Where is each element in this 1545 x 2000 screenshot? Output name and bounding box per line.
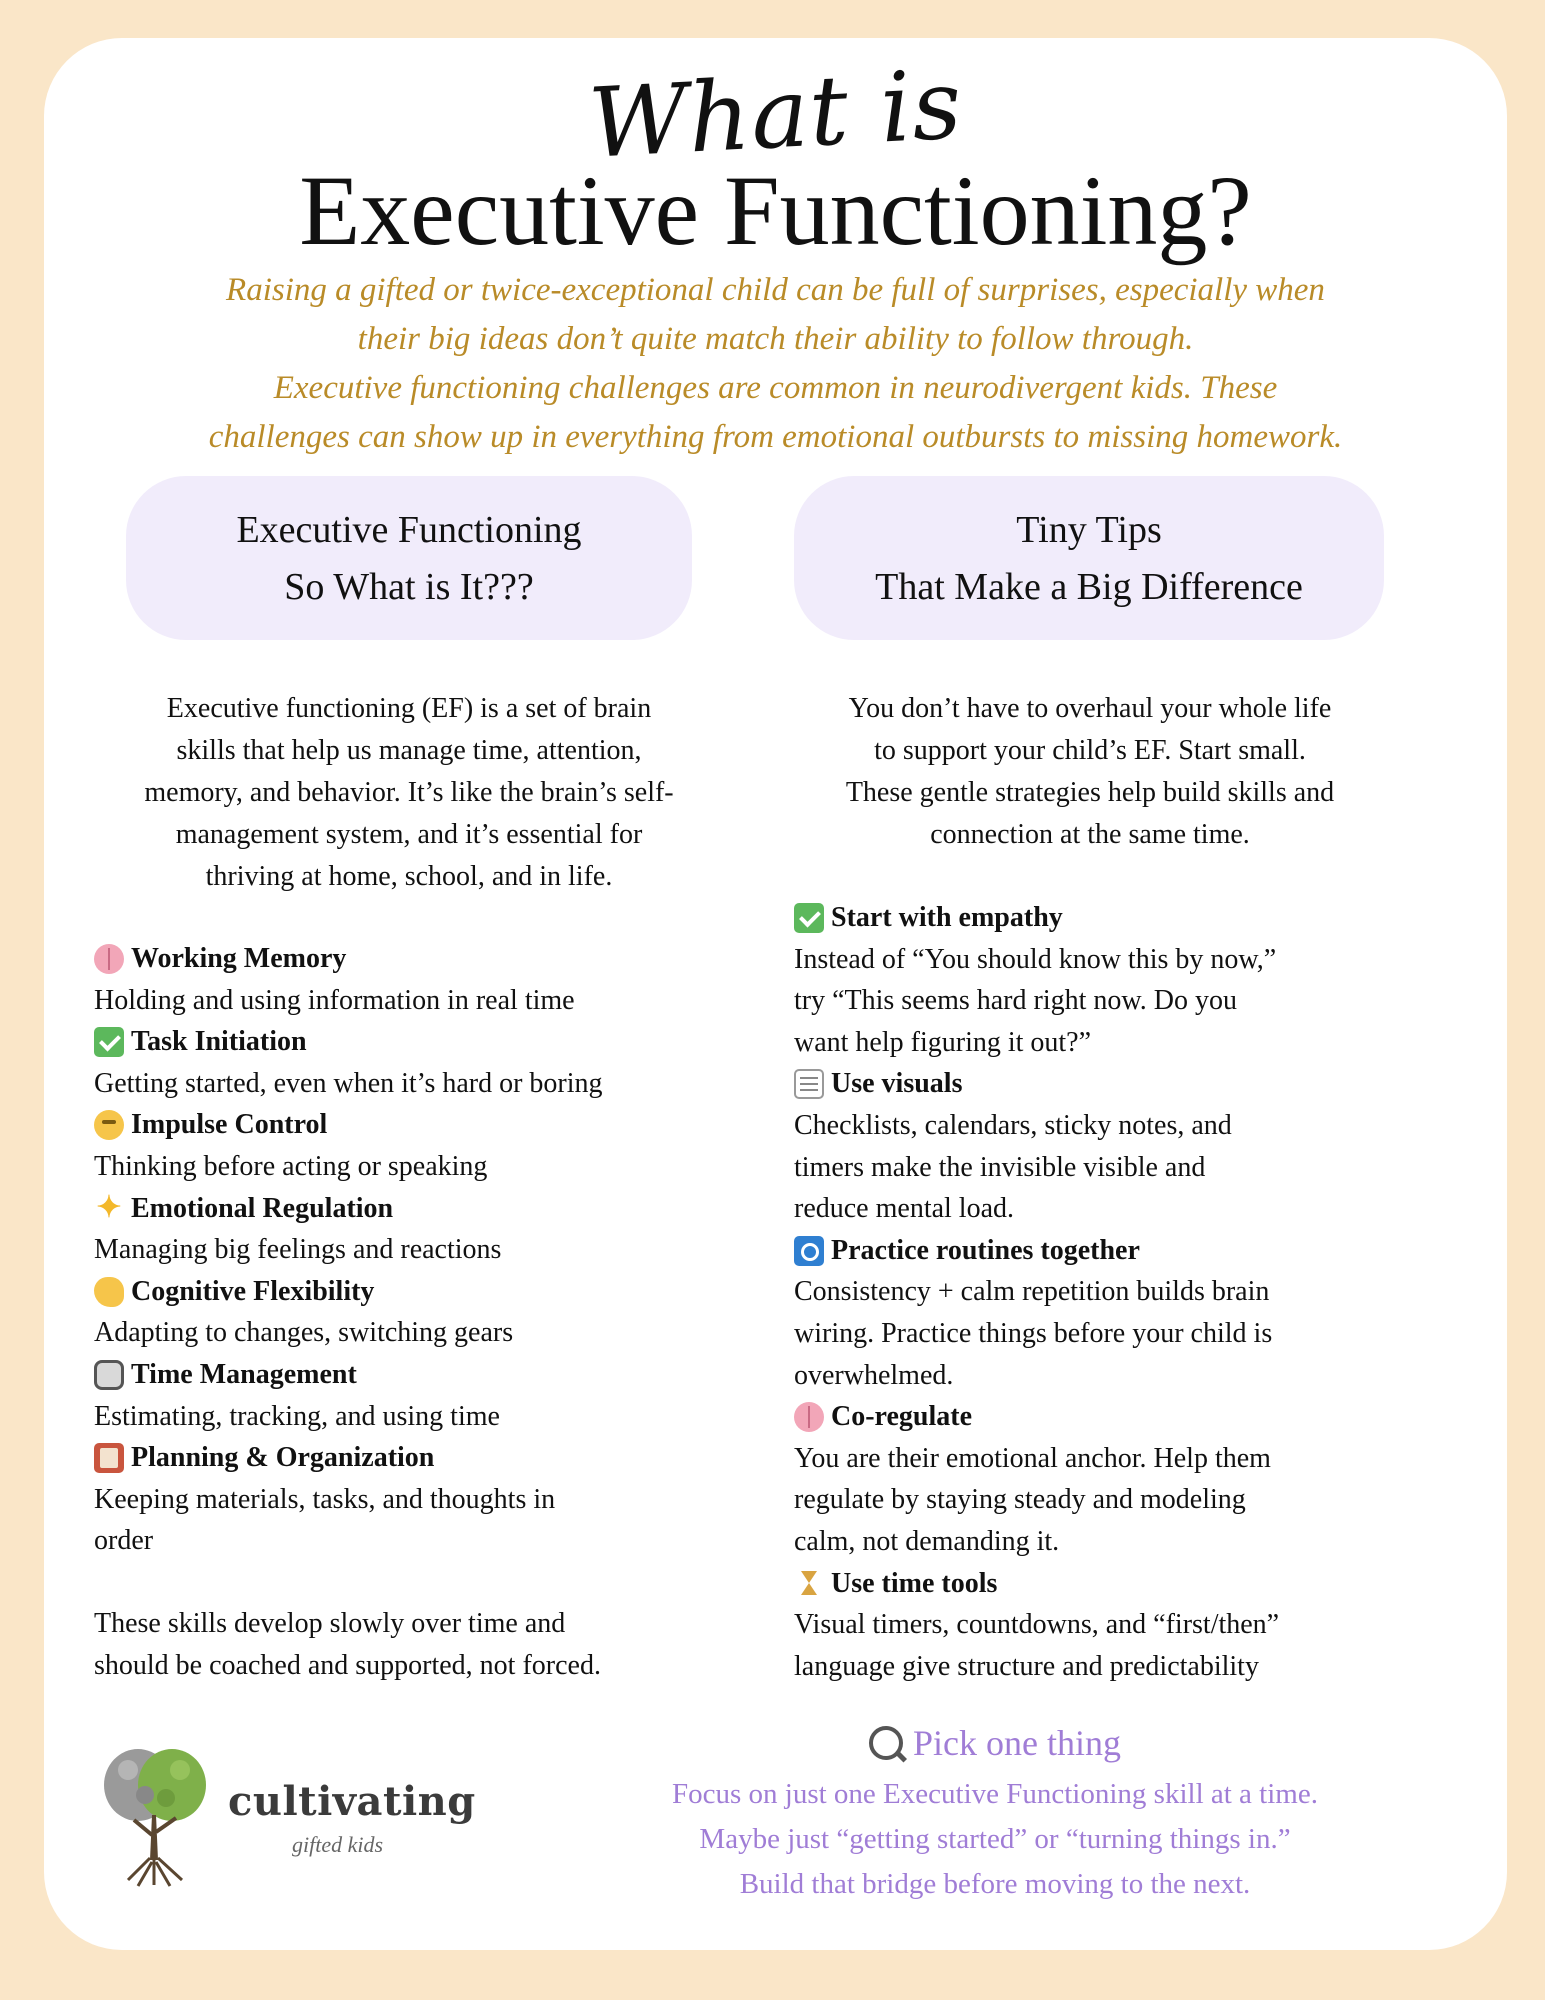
intro-text: [44, 266, 1507, 462]
item-desc: Checklists, calendars, sticky notes, and: [794, 1109, 1232, 1141]
item-title: Impulse Control: [131, 1109, 328, 1141]
left-paragraph: [94, 688, 724, 898]
item-desc: order: [94, 1525, 154, 1557]
item-desc: Visual timers, countdowns, and “first/then”: [794, 1609, 1280, 1641]
left-heading-line: Executive Functioning: [236, 509, 582, 551]
item-title: Practice routines together: [831, 1234, 1140, 1266]
flexed-biceps-icon: [94, 1277, 124, 1307]
sparkles-icon: ✦: [96, 1191, 122, 1225]
right-heading-pill: [794, 476, 1384, 640]
item-desc: Adapting to changes, switching gears: [94, 1317, 514, 1349]
paragraph-line: connection at the same time.: [930, 819, 1250, 850]
paragraph-line: memory, and behavior. It’s like the brain’s self-: [144, 777, 674, 808]
pick-title: Pick one thing: [913, 1723, 1121, 1763]
paragraph-line: skills that help us manage time, attention,: [176, 735, 642, 766]
right-heading-line: That Make a Big Difference: [875, 566, 1303, 608]
pick-one-callout: [555, 1718, 1435, 1907]
intro-line: challenges can show up in everything from emotional outbursts to missing homework.: [208, 419, 1343, 455]
item-title: Co-regulate: [831, 1401, 972, 1433]
item-title: Planning & Organization: [131, 1442, 435, 1474]
intro-line: Executive functioning challenges are common in neurodivergent kids. These: [273, 370, 1278, 406]
list-item: [794, 1230, 1434, 1396]
list-item: [94, 938, 754, 1021]
pick-line: Focus on just one Executive Functioning skill at a time.: [672, 1778, 1318, 1810]
item-title: Working Memory: [131, 943, 347, 974]
paragraph-line: Executive functioning (EF) is a set of brain: [166, 693, 652, 724]
item-desc: Thinking before acting or speaking: [94, 1150, 488, 1182]
paragraph-line: to support your child’s EF. Start small.: [874, 735, 1306, 766]
item-desc: Holding and using information in real time: [94, 984, 575, 1016]
tips-list: [794, 897, 1434, 1687]
item-desc: regulate by staying steady and modeling: [794, 1484, 1246, 1516]
watch-icon: [94, 1360, 124, 1390]
closing-note: [94, 1603, 774, 1686]
list-item: [94, 1271, 754, 1354]
item-title: Cognitive Flexibility: [131, 1275, 375, 1307]
brand-subtitle: gifted kids: [292, 1832, 384, 1857]
item-desc: Consistency + calm repetition builds brain: [794, 1276, 1270, 1308]
item-title: Use visuals: [831, 1068, 963, 1100]
item-desc: want help figuring it out?”: [794, 1026, 1092, 1058]
check-icon: [794, 903, 824, 933]
brand-wordmark: cultivating: [228, 1778, 476, 1825]
item-desc: try “This seems hard right now. Do you: [794, 985, 1237, 1017]
item-title: Task Initiation: [131, 1026, 307, 1058]
item-title: Time Management: [131, 1358, 357, 1390]
page-title: Executive Functioning?: [299, 155, 1252, 266]
paragraph-line: These gentle strategies help build skills and: [845, 777, 1335, 808]
pick-line: Maybe just “getting started” or “turning things in.”: [699, 1823, 1291, 1855]
intro-line: their big ideas don’t quite match their ability to follow through.: [357, 321, 1194, 357]
item-desc: overwhelmed.: [794, 1359, 954, 1391]
brand-logo: [100, 1740, 480, 1900]
item-title: Emotional Regulation: [131, 1192, 394, 1224]
memo-icon: [794, 1069, 824, 1099]
right-heading-line: Tiny Tips: [1016, 509, 1162, 551]
left-heading-line: So What is It???: [284, 566, 534, 608]
item-desc: You are their emotional anchor. Help them: [794, 1442, 1271, 1474]
item-desc: calm, not demanding it.: [794, 1525, 1060, 1557]
item-desc: Instead of “You should know this by now,”: [794, 943, 1277, 975]
brain-icon: [794, 1402, 824, 1432]
hourglass-icon: [794, 1568, 824, 1598]
list-item: [794, 1063, 1434, 1229]
paragraph-line: thriving at home, school, and in life.: [205, 861, 613, 892]
list-item: [94, 1437, 754, 1562]
pick-line: Build that bridge before moving to the next.: [739, 1868, 1251, 1900]
repeat-icon: [794, 1236, 824, 1266]
item-desc: Keeping materials, tasks, and thoughts in: [94, 1483, 556, 1515]
paragraph-line: management system, and it’s essential for: [175, 819, 643, 850]
item-desc: reduce mental load.: [794, 1193, 1015, 1225]
right-paragraph: [780, 688, 1400, 856]
list-item: [794, 1396, 1434, 1562]
brain-icon: [94, 944, 124, 974]
script-title: What is: [585, 48, 966, 180]
notebook-icon: [94, 1443, 124, 1473]
item-desc: Estimating, tracking, and using time: [94, 1400, 500, 1432]
closing-line: These skills develop slowly over time and: [94, 1608, 566, 1639]
list-item: [94, 1021, 754, 1104]
item-desc: timers make the invisible visible and: [794, 1151, 1206, 1183]
list-item: [94, 1188, 754, 1271]
thinking-face-icon: [94, 1110, 124, 1140]
skills-list: [94, 938, 754, 1562]
item-title: Use time tools: [831, 1567, 998, 1599]
check-icon: [94, 1027, 124, 1057]
item-desc: Getting started, even when it’s hard or boring: [94, 1067, 603, 1099]
left-heading-pill: [126, 476, 692, 640]
item-desc: wiring. Practice things before your child is: [794, 1317, 1273, 1349]
list-item: [794, 1563, 1434, 1688]
magnifying-glass-icon: [869, 1726, 903, 1760]
item-title: Start with empathy: [831, 902, 1063, 933]
list-item: [94, 1104, 754, 1187]
list-item: [794, 897, 1434, 1063]
paragraph-line: You don’t have to overhaul your whole life: [848, 693, 1332, 724]
closing-line: should be coached and supported, not forced.: [94, 1649, 601, 1681]
intro-line: Raising a gifted or twice-exceptional child can be full of surprises, especially when: [226, 272, 1325, 308]
list-item: [94, 1354, 754, 1437]
item-desc: language give structure and predictability: [794, 1650, 1259, 1682]
item-desc: Managing big feelings and reactions: [94, 1234, 502, 1266]
tree-icon: [100, 1740, 210, 1890]
